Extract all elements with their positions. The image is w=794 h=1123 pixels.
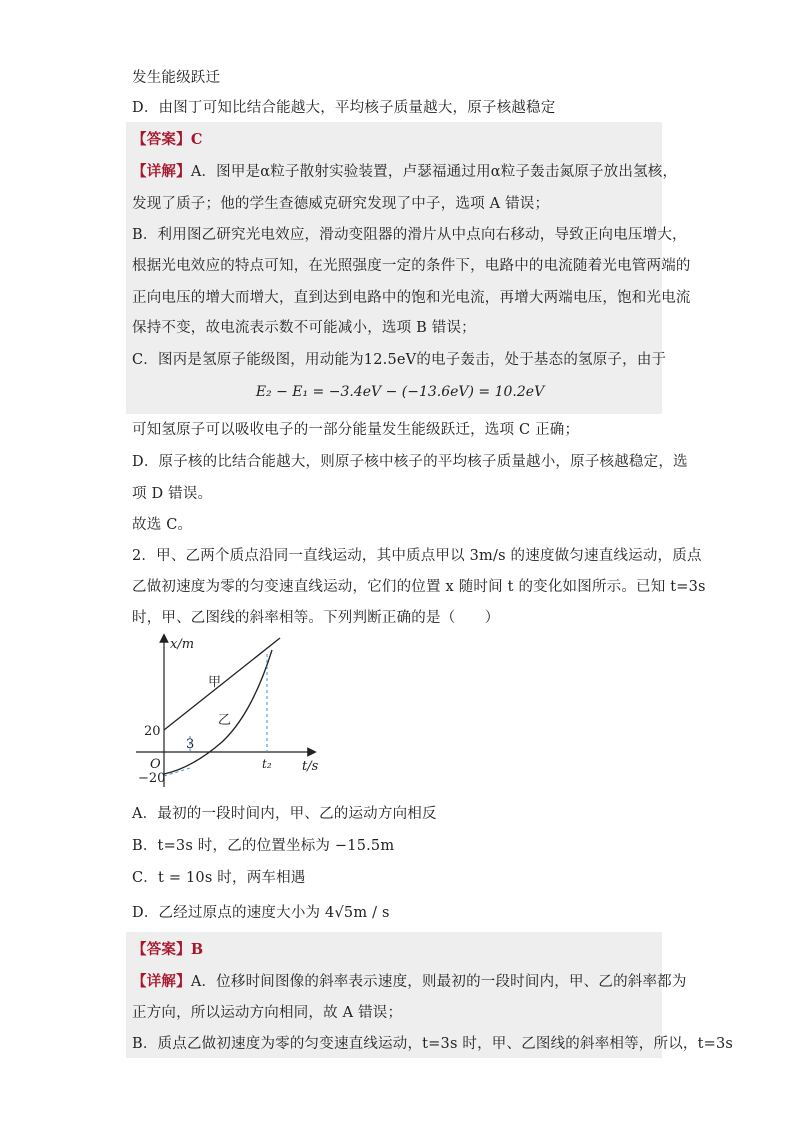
answer-value: C [190,131,203,148]
q1-detail-line-2: 发现了质子；他的学生查德威克研究发现了中子，选项 A 错误； [132,196,550,212]
q2-option-c: C．t = 10s 时，两车相遇 [132,870,306,886]
q1-after-line-2: D．原子核的比结合能越大，则原子核中核子的平均核子质量越小，原子核越稳定，选 [132,454,688,470]
tick-neg20: −20 [138,771,166,786]
q2-stem-line-1: 2．甲、乙两个质点沿同一直线运动，其中质点甲以 3m/s 的速度做匀速直线运动，质点 [132,548,702,564]
q1-detail-line-4: 根据光电效应的特点可知，在光照强度一定的条件下，电路中的电流随着光电管两端的 [132,258,691,274]
q2-option-b: B．t=3s 时，乙的位置坐标为 −15.5m [132,838,395,854]
q1-detail-line-7: C．图丙是氢原子能级图，用动能为12.5eV的电子轰击，处于基态的氢原子，由于 [132,352,667,368]
x-axis-label: t/s [302,759,319,774]
answer-label: 【答案】 [132,941,191,958]
q1-text-continuation: 发生能级跃迁 [132,70,221,86]
q2-detail-line-1: 【详解】A．位移时间图像的斜率表示速度，则最初的一段时间内，甲、乙的斜率都为 [132,973,687,990]
q2-stem-line-3: 时，甲、乙图线的斜率相等。下列判断正确的是（ ） [132,610,500,626]
detail-label: 【详解】 [132,973,191,990]
tick-3: 3 [186,737,195,752]
origin-label: O [150,757,161,772]
detail-label: 【详解】 [132,163,191,180]
q2-option-a: A．最初的一段时间内，甲、乙的运动方向相反 [132,806,437,822]
q1-option-d: D．由图丁可知比结合能越大，平均核子质量越大，原子核越稳定 [132,100,556,116]
position-time-graph [132,632,332,792]
y-axis-label: x/m [170,637,195,652]
dashed-tangent [164,768,190,776]
label-jia: 甲 [208,675,222,690]
q2-answer [132,940,203,960]
q1-after-line-4: 故选 C。 [132,517,193,533]
q2-option-d: D．乙经过原点的速度大小为 4√5m / s [132,905,390,921]
q1-after-line-1: 可知氢原子可以吸收电子的一部分能量发生能级跃迁，选项 C 正确； [132,422,580,438]
q2-detail-line-2: 正方向，所以运动方向相同，故 A 错误； [132,1005,403,1021]
energy-equation: E₂ − E₁ = −3.4eV − (−13.6eV) = 10.2eV [255,384,545,400]
answer-label: 【答案】 [132,131,191,148]
q1-detail-line-6: 保持不变，故电流表示数不可能减小，选项 B 错误； [132,320,476,336]
q2-detail-line-3: B．质点乙做初速度为零的匀变速直线运动，t=3s 时，甲、乙图线的斜率相等，所以，t=3s [132,1036,734,1052]
curve-yi [164,650,272,774]
q1-after-line-3: 项 D 错误。 [132,486,213,502]
q1-answer [132,130,203,150]
q2-stem-line-2: 乙做初速度为零的匀变速直线运动，它们的位置 x 随时间 t 的变化如图所示。已知 t=3s [132,579,706,595]
label-yi: 乙 [218,713,232,728]
q1-detail-line-3: B．利用图乙研究光电效应，滑动变阻器的滑片从中点向右移动，导致正向电压增大， [132,227,687,243]
answer-value: B [190,941,204,958]
tick-20: 20 [144,724,161,739]
q1-detail-line-5: 正向电压的增大而增大，直到达到电路中的饱和光电流，再增大两端电压，饱和光电流 [132,290,691,306]
q1-detail-line-1: 【详解】A．图甲是α粒子散射实验装置，卢瑟福通过用α粒子轰击氮原子放出氢核， [132,163,678,180]
tick-t2: t₂ [262,757,272,771]
